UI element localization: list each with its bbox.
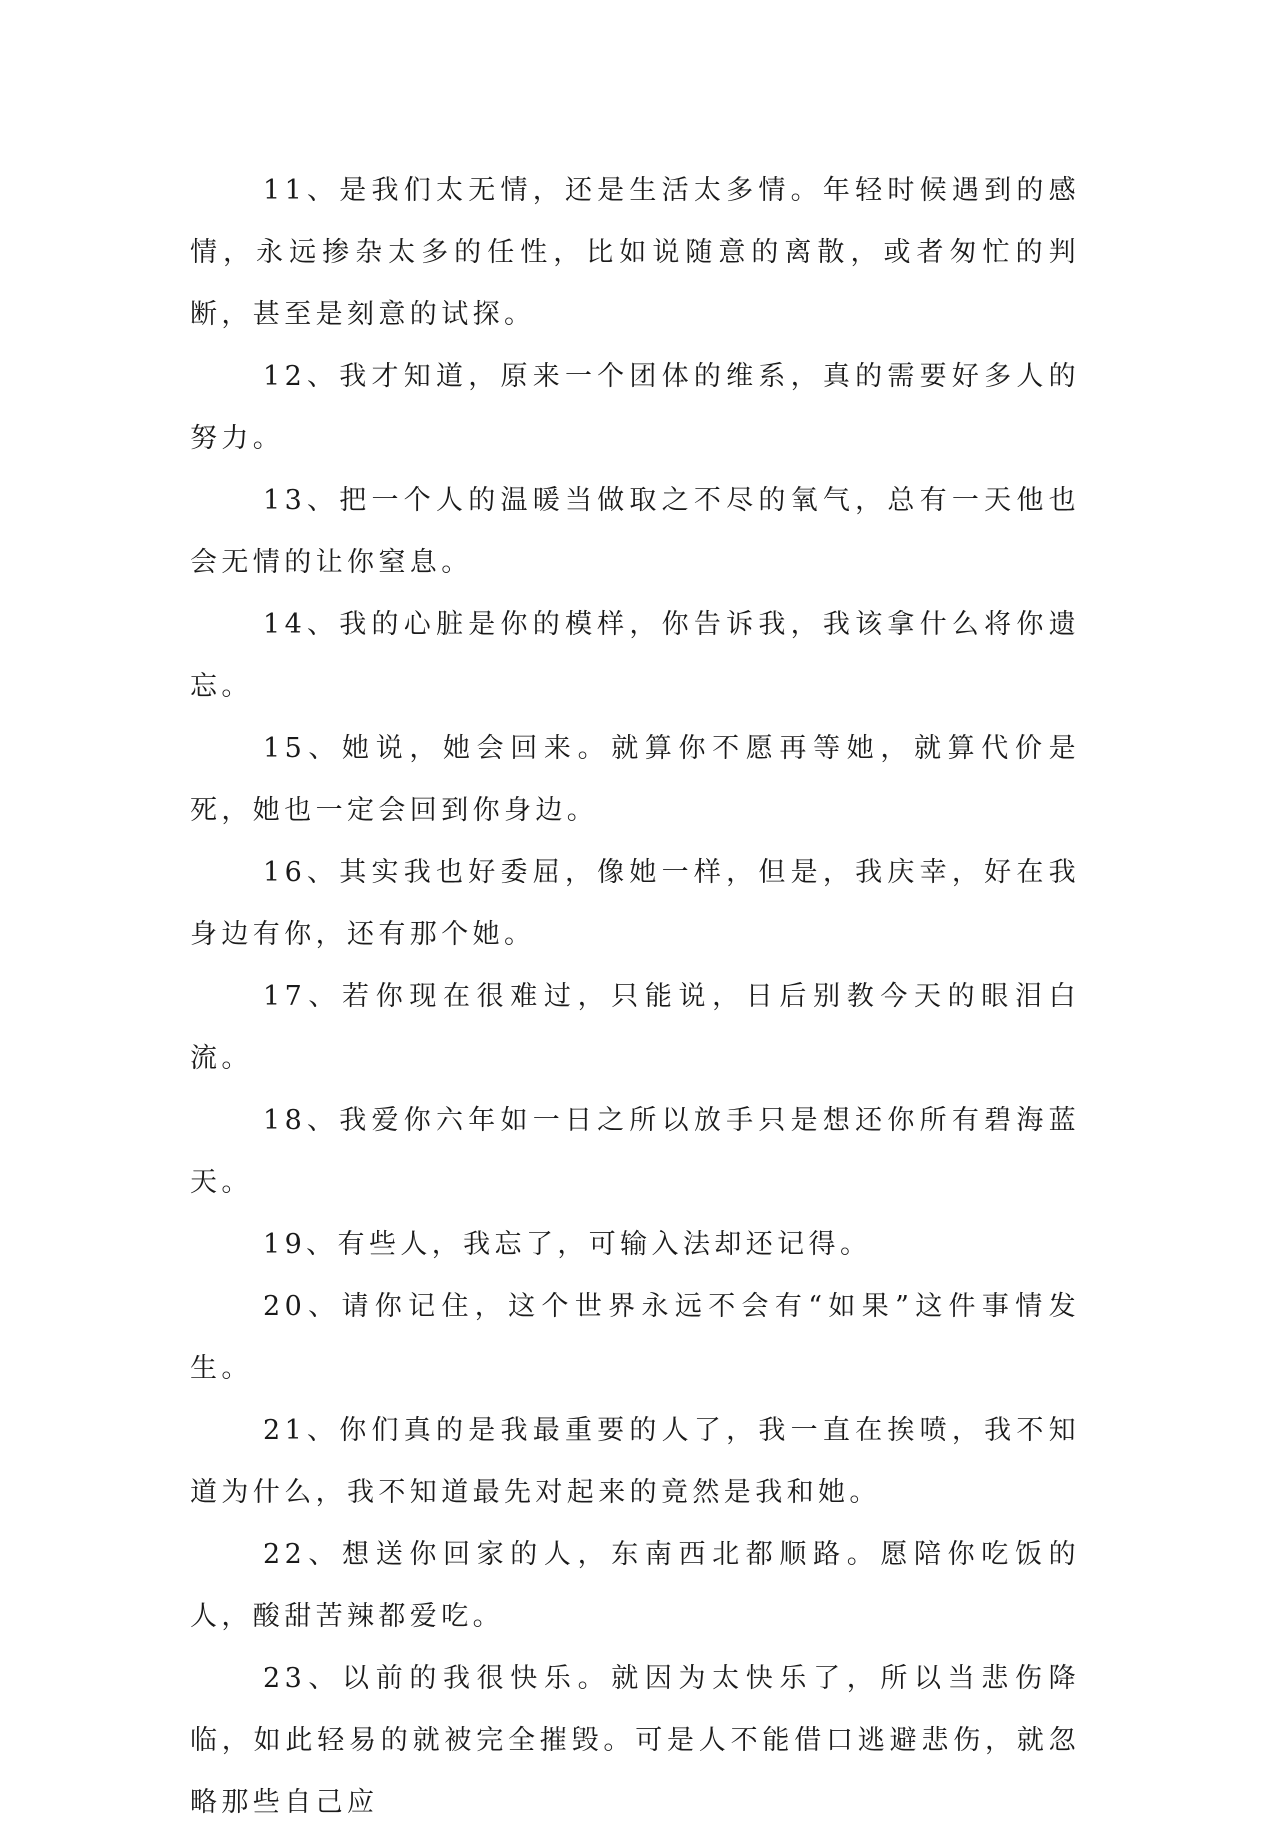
paragraph-15: 15、她说，她会回来。就算你不愿再等她，就算代价是死，她也一定会回到你身边。 <box>190 733 1080 826</box>
paragraph-21: 21、你们真的是我最重要的人了，我一直在挨喷，我不知道为什么，我不知道最先对起来的竟然是我和她。 <box>190 1415 1080 1508</box>
paragraph-14: 14、我的心脏是你的模样，你告诉我，我该拿什么将你遗忘。 <box>190 609 1080 702</box>
paragraph-20: 20、请你记住，这个世界永远不会有“如果”这件事情发生。 <box>190 1291 1080 1384</box>
paragraph-18: 18、我爱你六年如一日之所以放手只是想还你所有碧海蓝天。 <box>190 1105 1080 1198</box>
document-body <box>190 160 1080 1834</box>
paragraph-17: 17、若你现在很难过，只能说，日后别教今天的眼泪白流。 <box>190 981 1080 1074</box>
paragraph-11: 11、是我们太无情，还是生活太多情。年轻时候遇到的感情，永远掺杂太多的任性，比如说随意的离散，或者匆忙的判断，甚至是刻意的试探。 <box>190 175 1080 330</box>
paragraph-23: 23、以前的我很快乐。就因为太快乐了，所以当悲伤降临，如此轻易的就被完全摧毁。可是人不能借口逃避悲伤，就忽略那些自己应 <box>190 1663 1080 1818</box>
paragraph-16: 16、其实我也好委屈，像她一样，但是，我庆幸，好在我身边有你，还有那个她。 <box>190 857 1080 950</box>
paragraph-13: 13、把一个人的温暖当做取之不尽的氧气，总有一天他也会无情的让你窒息。 <box>190 485 1080 578</box>
paragraph-19: 19、有些人，我忘了，可输入法却还记得。 <box>263 1229 872 1260</box>
paragraph-12: 12、我才知道，原来一个团体的维系，真的需要好多人的努力。 <box>190 361 1080 454</box>
paragraph-22: 22、想送你回家的人，东南西北都顺路。愿陪你吃饭的人，酸甜苦辣都爱吃。 <box>190 1539 1080 1632</box>
